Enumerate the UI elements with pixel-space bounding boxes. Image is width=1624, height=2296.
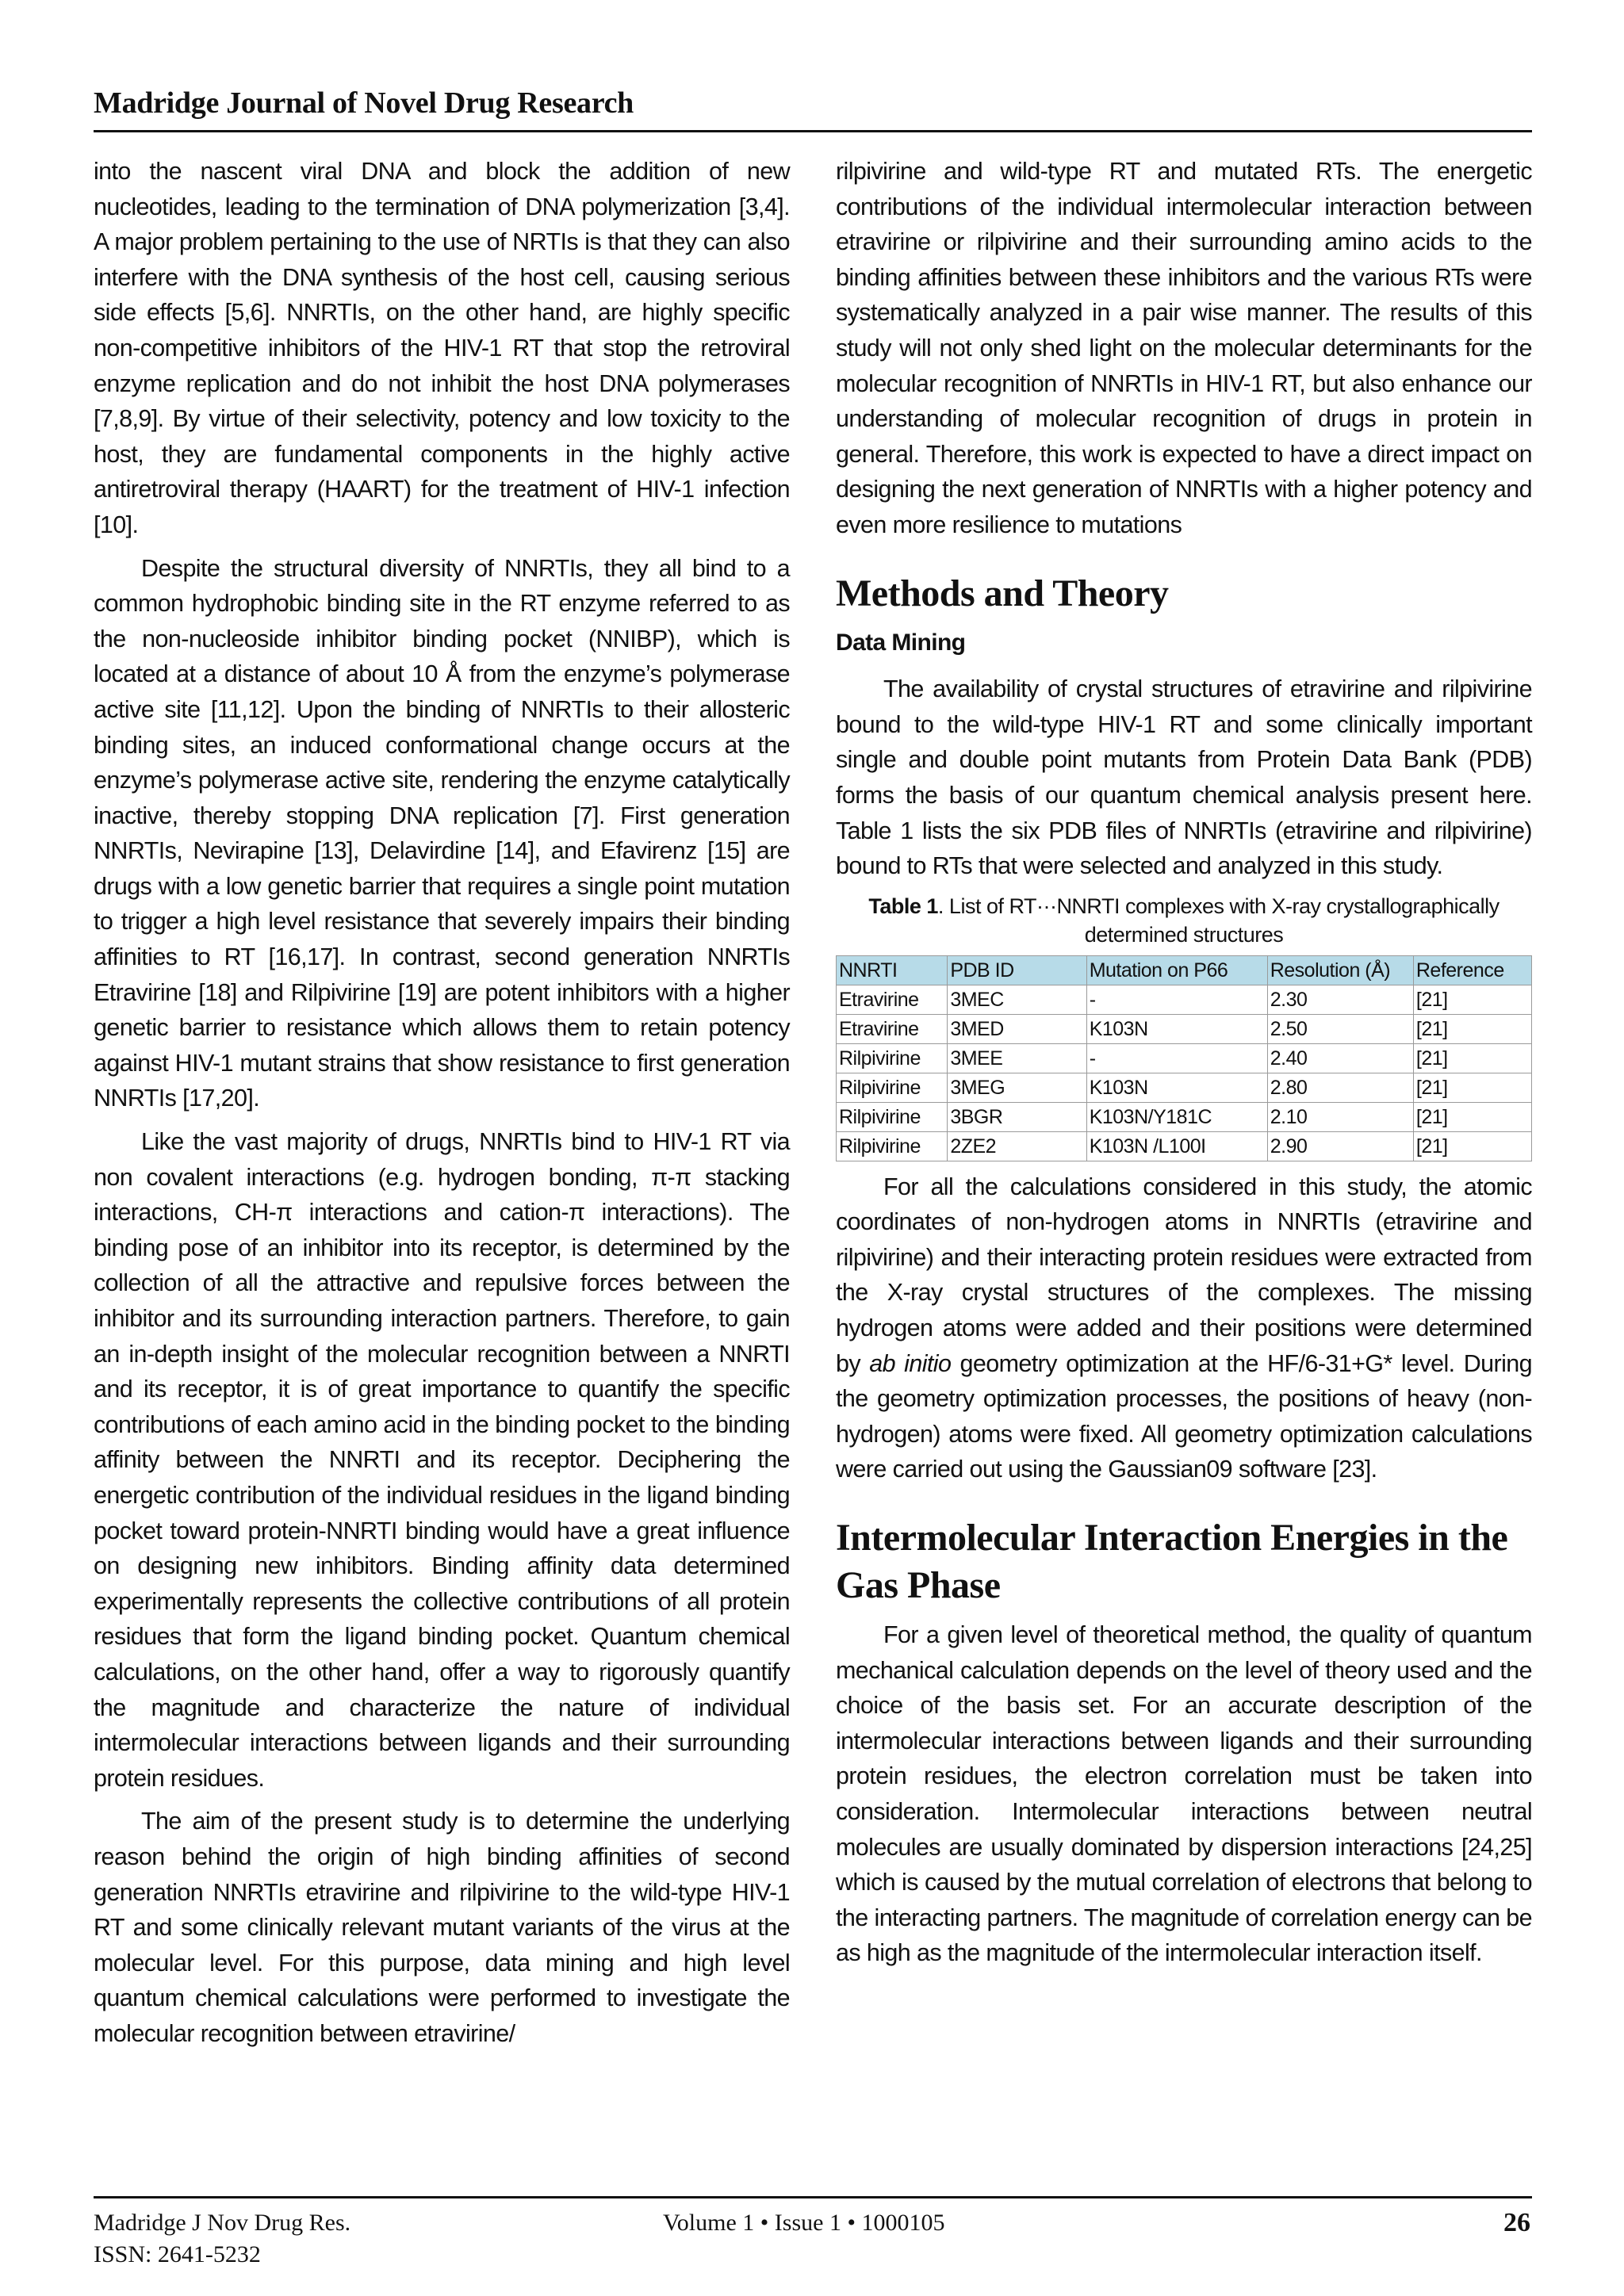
table-cell: Rilpivirine [837, 1073, 948, 1102]
paragraph: Like the vast majority of drugs, NNRTIs bind to HIV-1 RT via non covalent interactions (e.g. hydrogen bonding, π-π stacking interactions, CH-π interactions and cation-π interactions). The binding pose of an inhibitor into its receptor, is determined by the collection of all the attractive and repulsive forces between the inhibitor and its surrounding interaction partners. Therefore, to gain an in-depth insight of the molecular recognition between a NNRTI and its receptor, it is of great importance to quantify the specific contributions of each amino acid in the binding pocket to the binding affinity between the NNRTI and its receptor. Deciphering the energetic contribution of the individual residues in the ligand binding pocket toward protein-NNRTI binding would have a great influence on designing new inhibitors. Binding affinity data determined experimentally represents the collective contributions of all protein residues that form the ligand binding pocket. Quantum chemical calculations, on the other hand, offer a way to rigorously quantify the magnitude and characterize the nature of individual intermolecular interactions between ligands and their surrounding protein residues. [94, 1128, 790, 1792]
table-cell: 2.90 [1267, 1131, 1413, 1161]
column-header: Reference [1413, 955, 1531, 985]
column-header: NNRTI [837, 955, 948, 985]
paragraph: Despite the structural diversity of NNRTIs, they all bind to a common hydrophobic binding site in the RT enzyme referred to as the non-nucleoside inhibitor binding pocket (NNIBP), which is located at a distance of about 10 Å from the enzyme’s polymerase active site [11,12]. Upon the binding of NNRTIs to their allosteric binding sites, an induced conformational change occurs at the enzyme’s polymerase active site, rendering the enzyme catalytically inactive, thereby stopping DNA replication [7]. First generation NNRTIs, Nevirapine [13], Delavirdine [14], and Efavirenz [15] are drugs with a low genetic barrier that requires a single point mutation to trigger a high level resistance that severely impairs their binding affinities to RT [16,17]. In contrast, second generation NNRTIs Etravirine [18] and Rilpivirine [19] are potent inhibitors with a higher genetic barrier to resistance which allows them to retain potency against HIV-1 mutant strains that show resistance to first generation NNRTIs [17,20]. [94, 554, 790, 1112]
table-cell: - [1086, 1043, 1267, 1073]
paragraph: The aim of the present study is to determine the underlying reason behind the origin of high binding affinities of second generation NNRTIs etravirine and rilpivirine to the wild-type HIV-1 RT and some clinically relevant mutant variants of the virus at the molecular level. For this purpose, data mining and high level quantum chemical calculations were performed to investigate the molecular recognition between etravirine/ [94, 1808, 790, 2047]
column-header: Mutation on P66 [1086, 955, 1267, 985]
table-cell: [21] [1413, 985, 1531, 1014]
section-heading-interaction-energies: Intermolecular Interaction Energies in the Gas Phase [836, 1517, 1508, 1607]
table-cell: Rilpivirine [837, 1043, 948, 1073]
issn: ISSN: 2641-5232 [94, 2241, 261, 2267]
table-caption-label: Table 1 [868, 894, 938, 918]
table-row [837, 1043, 1532, 1073]
table-cell: - [1086, 985, 1267, 1014]
subsection-heading-data-mining: Data Mining [836, 629, 966, 656]
italic-term: ab initio [869, 1349, 952, 1377]
table-cell: 3BGR [948, 1102, 1086, 1131]
paragraph-text: For all the calculations considered in this study, the atomic coordinates of non-hydrogen atoms in NNRTIs (etravirine and rilpivirine) and their interacting protein residues were extracted from the X-ray crystal structures of the complexes. The missing hydrogen atoms were added and their positions were determined by [836, 1173, 1532, 1377]
table-cell: 2ZE2 [948, 1131, 1086, 1161]
header-divider [94, 130, 1532, 132]
table-row [837, 1073, 1532, 1102]
paragraph: For a given level of theoretical method, the quality of quantum mechanical calculation depends on the level of theory used and the choice of the basis set. For an accurate description of the intermolecular interactions between ligands and their surrounding protein residues, the electron correlation must be taken into consideration. Intermolecular interactions between neutral molecules are usually dominated by dispersion interactions [24,25] which is caused by the mutual correlation of electrons that belong to the interacting partners. The magnitude of correlation energy can be as high as the magnitude of the intermolecular interaction itself. [836, 1621, 1532, 1967]
journal-abbreviation: Madridge J Nov Drug Res. [94, 2210, 351, 2236]
footer-divider [94, 2196, 1532, 2198]
table-cell: 3MEE [948, 1043, 1086, 1073]
table-cell: K103N [1086, 1073, 1267, 1102]
table-caption-text: . List of RT···NNRTI complexes with X-ray crystallographically determined structures [937, 894, 1500, 947]
table-cell: Etravirine [837, 1014, 948, 1043]
table-cell: 3MEG [948, 1073, 1086, 1102]
table-cell: 3MED [948, 1014, 1086, 1043]
page-number: 26 [1503, 2208, 1530, 2237]
table-cell: [21] [1413, 1043, 1531, 1073]
table-cell: [21] [1413, 1102, 1531, 1131]
column-header: Resolution (Å) [1267, 955, 1413, 985]
table-cell: K103N /L100I [1086, 1131, 1267, 1161]
section-heading-methods: Methods and Theory [836, 572, 1169, 614]
table-row [837, 1131, 1532, 1161]
table-cell: 3MEC [948, 985, 1086, 1014]
left-column [94, 154, 790, 2059]
table-cell: [21] [1413, 1073, 1531, 1102]
table-cell: Rilpivirine [837, 1131, 948, 1161]
paragraph-text: geometry optimization at the HF/6-31+G* level. During the geometry optimization processes, the positions of heavy (non-hydrogen) atoms were fixed. All geometry optimization calculations were carried out using the Gaussian09 software [23]. [836, 1349, 1532, 1483]
table-cell: 2.30 [1267, 985, 1413, 1014]
paragraph: The availability of crystal structures of etravirine and rilpivirine bound to the wild-type HIV-1 RT and some clinically important single and double point mutants from Protein Data Bank (PDB) forms the basis of our quantum chemical analysis present here. Table 1 lists the six PDB files of NNRTIs (etravirine and rilpivirine) bound to RTs that were selected and analyzed in this study. [836, 675, 1532, 880]
table-cell: K103N [1086, 1014, 1267, 1043]
paragraph: rilpivirine and wild-type RT and mutated RTs. The energetic contributions of the individual intermolecular interaction between etravirine or rilpivirine and their surrounding amino acids to the binding affinities between these inhibitors and the various RTs were systematically analyzed in a pair wise manner. The results of this study will not only shed light on the molecular determinants for the molecular recognition of NNRTIs in HIV-1 RT, but also enhance our understanding of molecular recognition of drugs in protein in general. Therefore, this work is expected to have a direct impact on designing the next generation of NNRTIs with a higher potency and even more resilience to mutations [836, 158, 1532, 538]
table-cell: 2.50 [1267, 1014, 1413, 1043]
table-caption [836, 892, 1532, 949]
volume-issue: Volume 1 • Issue 1 • 1000105 [663, 2210, 945, 2236]
table-cell: Etravirine [837, 985, 948, 1014]
table-cell: 2.10 [1267, 1102, 1413, 1131]
table-row [837, 1014, 1532, 1043]
table-cell: K103N/Y181C [1086, 1102, 1267, 1131]
table-cell: 2.80 [1267, 1073, 1413, 1102]
paragraph: into the nascent viral DNA and block the addition of new nucleotides, leading to the termination of DNA polymerization [3,4]. A major problem pertaining to the use of NRTIs is that they can also interfere with the DNA synthesis of the host cell, causing serious side effects [5,6]. NNRTIs, on the other hand, are highly specific non-competitive inhibitors of the HIV-1 RT that stop the retroviral enzyme replication and do not inhibit the host DNA polymerases [7,8,9]. By virtue of their selectivity, potency and low toxicity to the host, they are fundamental components in the highly active antiretroviral therapy (HAART) for the treatment of HIV-1 infection [10]. [94, 158, 790, 538]
table-cell: [21] [1413, 1131, 1531, 1161]
paragraph [836, 1169, 1532, 1487]
table-header-row [837, 955, 1532, 985]
nnrti-complex-table [836, 955, 1532, 1161]
table-cell: [21] [1413, 1014, 1531, 1043]
table-cell: 2.40 [1267, 1043, 1413, 1073]
column-header: PDB ID [948, 955, 1086, 985]
table-row [837, 1102, 1532, 1131]
journal-title: Madridge Journal of Novel Drug Research [94, 86, 634, 120]
table-row [837, 985, 1532, 1014]
footer-journal-info [94, 2207, 350, 2271]
right-column [836, 154, 1532, 1979]
table-cell: Rilpivirine [837, 1102, 948, 1131]
